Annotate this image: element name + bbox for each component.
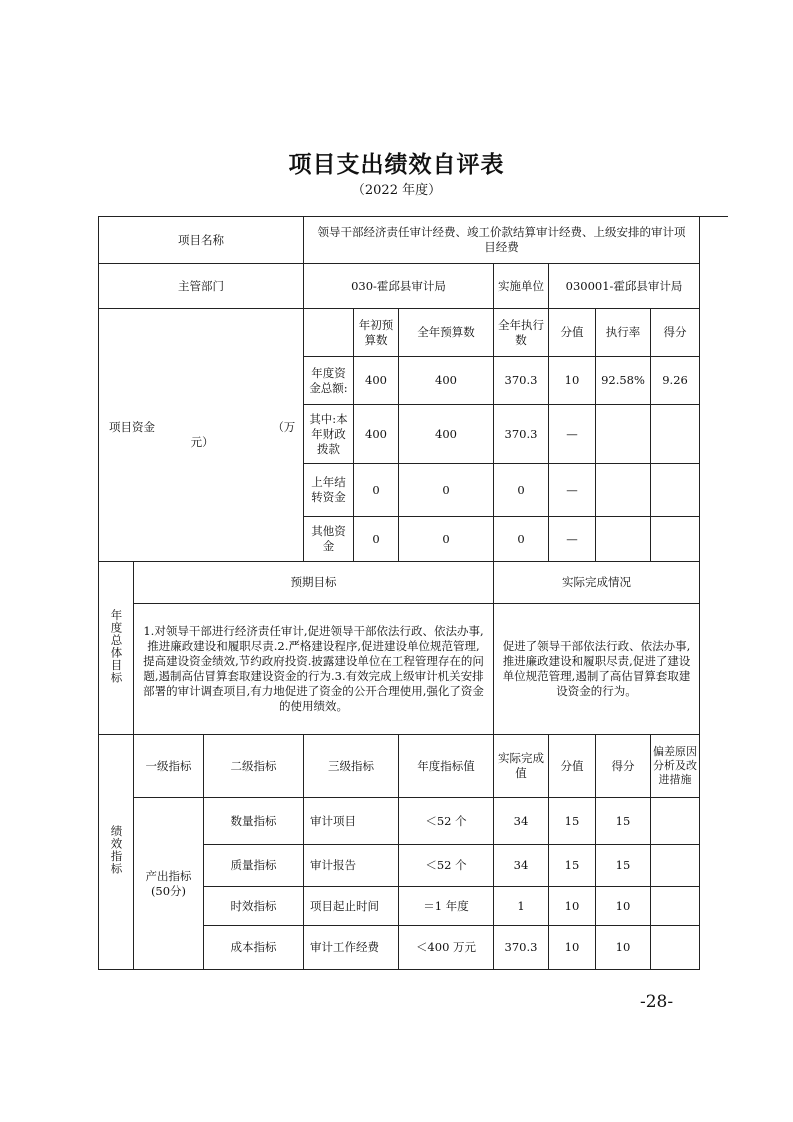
- indicator-score-value: 15: [549, 845, 596, 887]
- funds-row-score: [651, 405, 700, 464]
- indicators-level1: 产出指标: [145, 868, 192, 883]
- indicators-header-actual: 实际完成值: [494, 735, 549, 798]
- indicator-actual: 370.3: [494, 926, 549, 970]
- funds-row-score: 9.26: [651, 357, 700, 405]
- indicators-label-cell: [99, 735, 134, 970]
- indicators-header-level3: 三级指标: [304, 735, 399, 798]
- funds-row-initial: 0: [354, 517, 399, 562]
- indicator-score: 10: [596, 926, 651, 970]
- department-row: [99, 264, 700, 309]
- self-evaluation-table: [98, 216, 700, 970]
- indicator-actual: 34: [494, 798, 549, 845]
- goals-header-row: [99, 562, 700, 604]
- funds-row-name: 其中:本年财政拨款: [304, 405, 354, 464]
- funds-header-annual: 全年预算数: [399, 309, 494, 357]
- indicator-actual: 34: [494, 845, 549, 887]
- goals-expected-text: 1.对领导干部进行经济责任审计,促进领导干部依法行政、依法办事,推进廉政建设和履职尽责.2.严格建设程序,促进建设单位规范管理,提高建设资金绩效,节约政府投资.披露建设单位在工程管理存在的问题,遏制高估冒算套取建设资金的行为.3.有效完成上级审计机关安排部署的审计调查项目,有力地促进了资金的公开合理使用,强化了资金的使用绩效。: [134, 604, 494, 735]
- funds-row-rate: 92.58%: [596, 357, 651, 405]
- funds-corner: [304, 309, 354, 357]
- funds-row-executed: 370.3: [494, 357, 549, 405]
- indicators-header-score-value: 分值: [549, 735, 596, 798]
- funds-label: 项目资金: [109, 420, 155, 434]
- goals-expected-header: 预期目标: [134, 562, 494, 604]
- indicator-remark: [651, 845, 700, 887]
- indicators-header-score: 得分: [596, 735, 651, 798]
- funds-row-rate: [596, 517, 651, 562]
- funds-row-score: [651, 517, 700, 562]
- indicators-header-remark: 偏差原因分析及改进措施: [651, 735, 700, 798]
- funds-header-executed: 全年执行数: [494, 309, 549, 357]
- funds-row-name: 年度资金总额:: [304, 357, 354, 405]
- funds-header-score: 得分: [651, 309, 700, 357]
- implementing-unit-value: 030001-霍邱县审计局: [549, 264, 700, 309]
- department-label: 主管部门: [99, 264, 304, 309]
- funds-row-executed: 0: [494, 517, 549, 562]
- indicator-level2: 数量指标: [204, 798, 304, 845]
- funds-label-cell: [99, 309, 304, 562]
- funds-row-score-value: 10: [549, 357, 596, 405]
- indicator-score: 15: [596, 845, 651, 887]
- indicator-level2: 时效指标: [204, 887, 304, 926]
- goals-content-row: [99, 604, 700, 735]
- report-year: （2022 年度）: [351, 183, 442, 198]
- funds-row-rate: [596, 464, 651, 517]
- indicators-header-target: 年度指标值: [399, 735, 494, 798]
- indicator-score-value: 15: [549, 798, 596, 845]
- indicators-header-row: [99, 735, 700, 798]
- funds-header-score-value: 分值: [549, 309, 596, 357]
- funds-row-name: 其他资金: [304, 517, 354, 562]
- indicator-level2: 质量指标: [204, 845, 304, 887]
- funds-row-annual: 0: [399, 464, 494, 517]
- indicator-remark: [651, 798, 700, 845]
- funds-unit-close: 元）: [190, 435, 214, 449]
- indicator-level3: 审计项目: [304, 798, 399, 845]
- indicator-level2: 成本指标: [204, 926, 304, 970]
- indicator-level3: 项目起止时间: [304, 887, 399, 926]
- department-value: 030-霍邱县审计局: [304, 264, 494, 309]
- indicator-level3: 审计工作经费: [304, 926, 399, 970]
- indicator-actual: 1: [494, 887, 549, 926]
- goals-actual-text: 促进了领导干部依法行政、依法办事,推进廉政建设和履职尽责,促进了建设单位规范管理,遏制了高估冒算套取建设资金的行为。: [494, 604, 700, 735]
- funds-row-executed: 0: [494, 464, 549, 517]
- funds-row-score-value: —: [549, 405, 596, 464]
- table-edge-line: [698, 216, 728, 217]
- indicator-target: ＜52 个: [399, 798, 494, 845]
- funds-row-executed: 370.3: [494, 405, 549, 464]
- indicator-remark: [651, 926, 700, 970]
- project-name-value: 领导干部经济责任审计经费、竣工价款结算审计经费、上级安排的审计项目经费: [304, 217, 700, 264]
- indicator-row: [99, 798, 700, 845]
- funds-row-initial: 400: [354, 357, 399, 405]
- funds-row-annual: 400: [399, 357, 494, 405]
- indicator-score: 15: [596, 798, 651, 845]
- indicators-label: 绩效指标: [109, 825, 124, 875]
- funds-row-score-value: —: [549, 464, 596, 517]
- implementing-unit-label: 实施单位: [494, 264, 549, 309]
- funds-row-name: 上年结转资金: [304, 464, 354, 517]
- indicators-header-level2: 二级指标: [204, 735, 304, 798]
- funds-header-initial: 年初预算数: [354, 309, 399, 357]
- funds-row-score: [651, 464, 700, 517]
- indicator-level3: 审计报告: [304, 845, 399, 887]
- indicator-score-value: 10: [549, 887, 596, 926]
- indicator-target: ＜400 万元: [399, 926, 494, 970]
- funds-header-row: [99, 309, 700, 357]
- indicator-score: 10: [596, 887, 651, 926]
- indicator-target: ＝1 年度: [399, 887, 494, 926]
- goals-label: 年度总体目标: [109, 608, 124, 684]
- indicators-header-level1: 一级指标: [134, 735, 204, 798]
- page-number: -28-: [640, 992, 674, 1012]
- funds-header-rate: 执行率: [596, 309, 651, 357]
- funds-row-initial: 0: [354, 464, 399, 517]
- funds-row-score-value: —: [549, 517, 596, 562]
- indicator-remark: [651, 887, 700, 926]
- indicator-score-value: 10: [549, 926, 596, 970]
- goals-label-cell: [99, 562, 134, 735]
- funds-row-annual: 400: [399, 405, 494, 464]
- indicators-level1-cell: [134, 798, 204, 970]
- indicators-level1-score: (50分): [150, 883, 187, 898]
- project-name-row: [99, 217, 700, 264]
- indicator-target: ＜52 个: [399, 845, 494, 887]
- funds-row-annual: 0: [399, 517, 494, 562]
- funds-row-rate: [596, 405, 651, 464]
- page-title: 项目支出绩效自评表: [288, 152, 505, 178]
- funds-unit-open: （万: [272, 420, 296, 434]
- project-name-label: 项目名称: [99, 217, 304, 264]
- funds-row-initial: 400: [354, 405, 399, 464]
- goals-actual-header: 实际完成情况: [494, 562, 700, 604]
